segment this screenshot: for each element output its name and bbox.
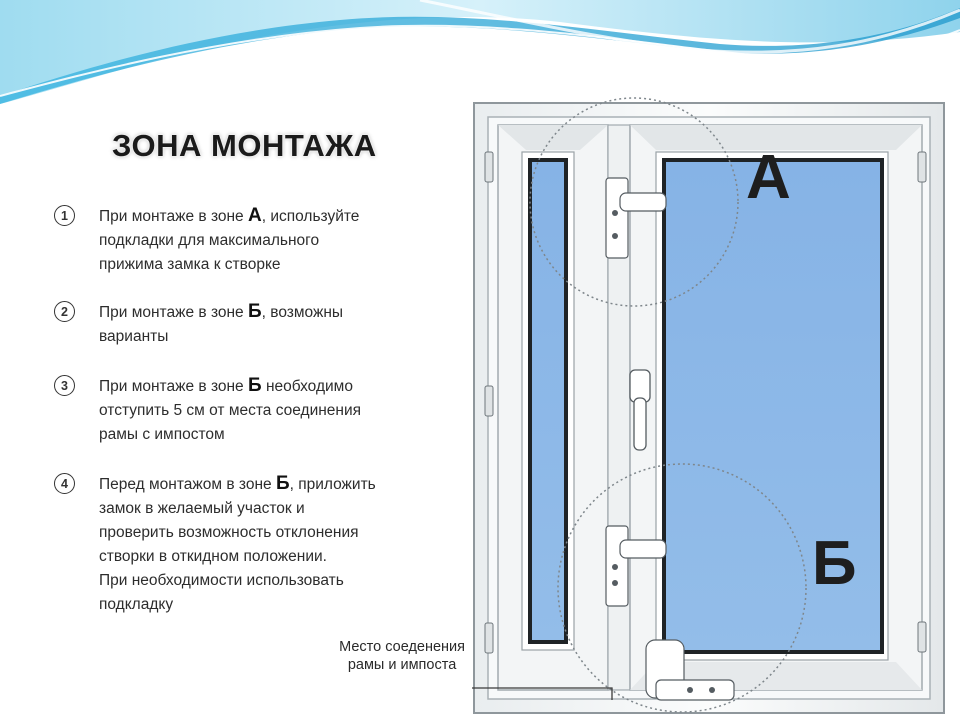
instruction-text-1: При монтаже в зоне А, используйте подкладки для максимального прижима замка к створке (99, 205, 360, 273)
number-badge-2: 2 (54, 301, 75, 322)
zone-b-ref: Б (247, 301, 262, 322)
number-badge-1: 1 (54, 205, 75, 226)
page-title: ЗОНА МОНТАЖА (112, 128, 377, 163)
zone-b-ref: Б (247, 375, 262, 396)
left-sash (498, 125, 608, 690)
zone-a-ref: А (247, 205, 262, 226)
zone-b-ref: Б (275, 473, 290, 494)
callout-joint-label: Место соеденения рамы и импоста (339, 639, 465, 673)
number-badge-3: 3 (54, 375, 75, 396)
zone-b-label: Б (812, 529, 857, 598)
instruction-text-2: При монтаже в зоне Б, возможны варианты (99, 301, 344, 345)
instruction-text-4: Перед монтажом в зоне Б, приложить замок в желаемый участок и проверить возможность отклонения створки в откидном положении. При необходимости использовать подкладку (99, 473, 376, 613)
zone-a-label: А (746, 143, 791, 212)
number-badge-4: 4 (54, 473, 75, 494)
left-glass-pane (532, 162, 564, 640)
instruction-text-3: При монтаже в зоне Б необходимо отступить 5 см от места соединения рамы с импостом (99, 375, 362, 443)
